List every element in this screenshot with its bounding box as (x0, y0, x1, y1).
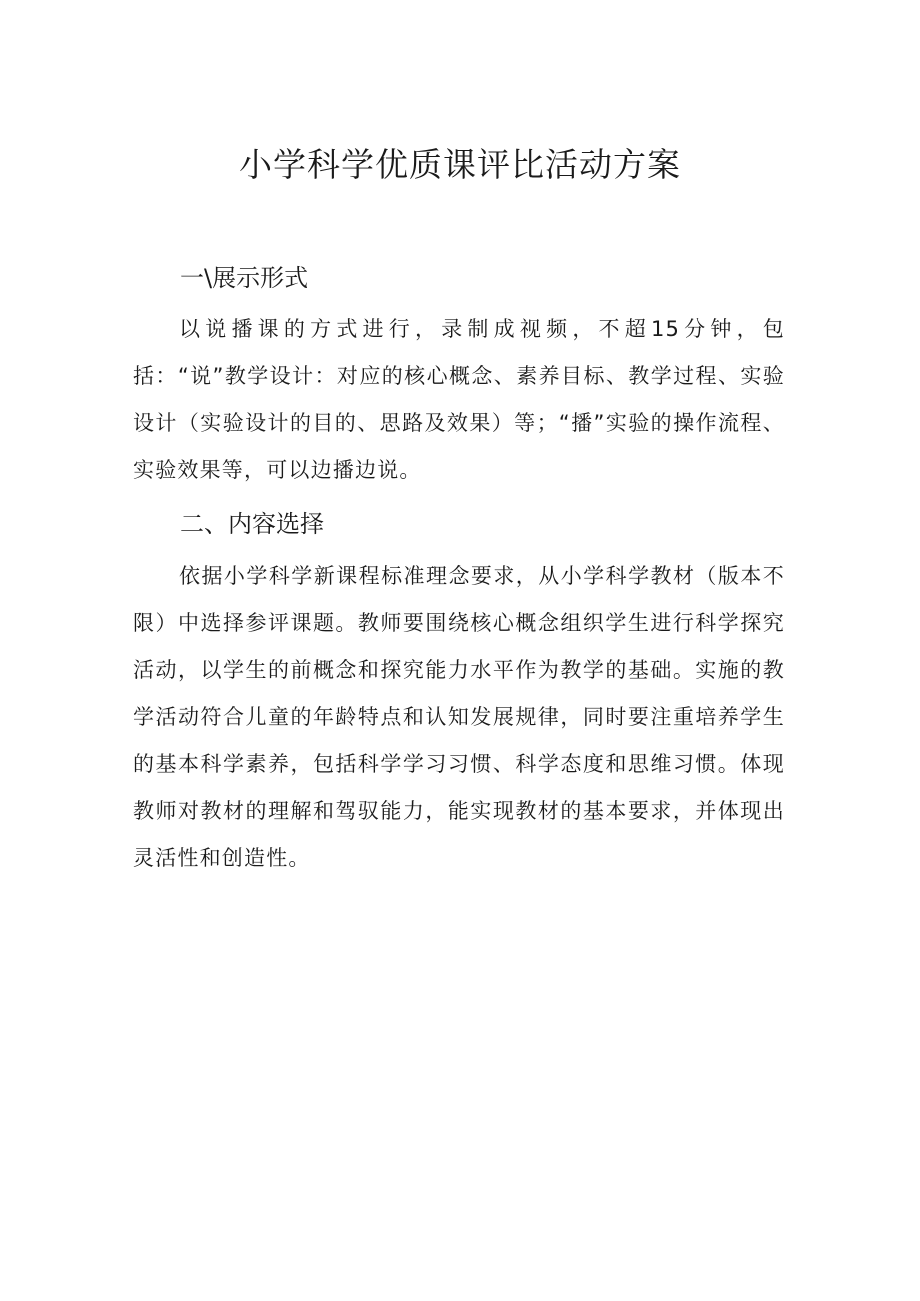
section-heading-content-selection: 二、内容选择 (180, 510, 324, 538)
section-paragraph-content-selection: 依据小学科学新课程标准理念要求，从小学科学教材（版本不限）中选择参评课题。教师要围绕核心概念组织学生进行科学探究活动，以学生的前概念和探究能力水平作为教学的基础。实施的教学活动符合儿童的年龄特点和认知发展规律，同时要注重培养学生的基本科学素养，包括科学学习习惯、科学态度和思维习惯。体现教师对教材的理解和驾驭能力，能实现教材的基本要求，并体现出灵活性和创造性。 (133, 564, 785, 870)
section-paragraph-display-format: 以说播课的方式进行，录制成视频，不超15分钟，包括：“说”教学设计：对应的核心概念、素养目标、教学过程、实验设计（实验设计的目的、思路及效果）等；“播”实验的操作流程、实验效果等，可以边播边说。 (133, 317, 785, 482)
section-heading-display-format: 一\展示形式 (180, 264, 309, 292)
document-title: 小学科学优质课评比活动方案 (239, 145, 681, 184)
